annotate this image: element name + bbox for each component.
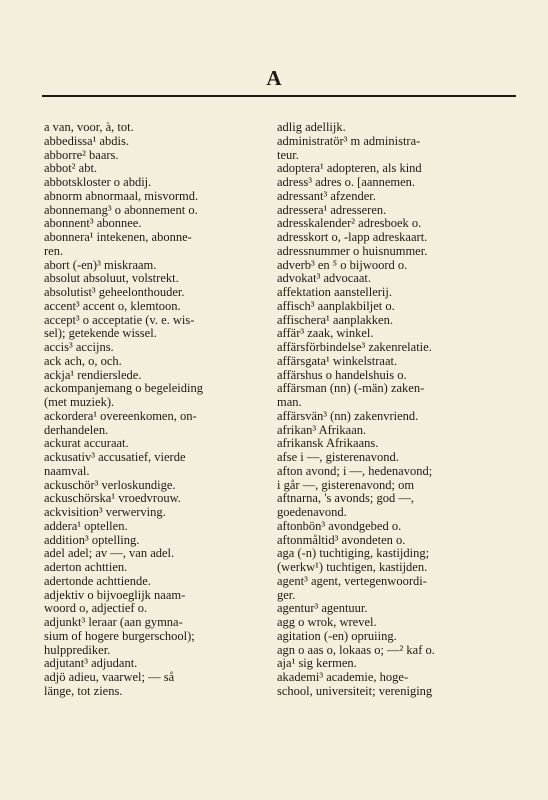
dictionary-line: affischera¹ aanplakken. [277, 312, 393, 327]
dictionary-line: abborre² baars. [44, 147, 119, 162]
dictionary-line: accent³ accent o, klemtoon. [44, 298, 181, 313]
dictionary-line: aga (-n) tuchtiging, kastijding; [277, 546, 430, 561]
dictionary-line: adressera¹ adresseren. [277, 202, 387, 217]
dictionary-line: accis³ accijns. [44, 340, 114, 354]
dictionary-line: abort (-en)³ miskraam. [44, 257, 157, 272]
dictionary-line: naamval. [44, 463, 90, 478]
dictionary-line: ackordera¹ overeenkomen, on- [44, 408, 197, 423]
dictionary-line: affär³ zaak, winkel. [277, 326, 374, 341]
dictionary-line: accept³ o acceptatie (v. e. wis- [44, 312, 195, 327]
dictionary-line: ackvisition³ verwerving. [44, 505, 166, 519]
dictionary-line: ack ach, o, och. [44, 353, 122, 368]
dictionary-line: absolutist³ geheelonthouder. [44, 285, 185, 299]
dictionary-line: affisch³ aanplakbiljet o. [277, 298, 395, 313]
dictionary-line: adel adel; av —, van adel. [44, 546, 175, 561]
dictionary-line: affektation aanstellerij. [277, 285, 392, 299]
dictionary-line: woord o, adjectief o. [44, 601, 148, 616]
dictionary-line: adoptera¹ adopteren, als kind [277, 161, 422, 176]
dictionary-line: abonnent³ abonnee. [44, 216, 142, 231]
dictionary-line: hulpprediker. [44, 642, 111, 657]
dictionary-line: aftonmåltid³ avondeten o. [277, 532, 406, 547]
left-column [44, 121, 259, 699]
dictionary-line: aja¹ sig kermen. [277, 656, 357, 671]
dictionary-line: agg o wrok, wrevel. [277, 615, 377, 629]
section-letter-heading: A [266, 66, 282, 90]
right-column [277, 121, 501, 699]
dictionary-line: affärshus o handelshuis o. [277, 367, 407, 382]
dictionary-line: (werkw¹) tuchtigen, kastijden. [277, 560, 428, 574]
dictionary-line: ren. [44, 243, 64, 258]
dictionary-line: adjutant³ adjudant. [44, 656, 138, 671]
dictionary-line: affärsförbindelse³ zakenrelatie. [277, 340, 432, 354]
dictionary-line: akademi³ academie, hoge- [277, 670, 409, 684]
dictionary-line: man. [277, 395, 302, 409]
dictionary-line: agentur³ agentuur. [277, 601, 368, 616]
header-rule [42, 95, 516, 97]
dictionary-line: advokat³ advocaat. [277, 271, 371, 286]
dictionary-line: abnorm abnormaal, misvormd. [44, 188, 199, 203]
dictionary-line: adresskalender² adresboek o. [277, 216, 422, 231]
dictionary-line: ackuschör³ verloskundige. [44, 477, 176, 492]
dictionary-line: aftnarna, 's avonds; god —, [277, 491, 414, 506]
dictionary-line: adjö adieu, vaarwel; — så [44, 670, 175, 684]
dictionary-line: ger. [277, 587, 296, 602]
dictionary-line: afrikan³ Afrikaan. [277, 422, 367, 437]
dictionary-line: goedenavond. [277, 505, 347, 519]
dictionary-line: adjektiv o bijvoeglijk naam- [44, 587, 186, 602]
dictionary-line: abonnemang³ o abonnement o. [44, 202, 198, 217]
dictionary-line: affärsman (nn) (-män) zaken- [277, 381, 425, 396]
dictionary-line: adlig adellijk. [277, 120, 346, 134]
dictionary-line: länge, tot ziens. [44, 683, 123, 698]
dictionary-line: aderton achttien. [44, 560, 128, 574]
dictionary-line: agent³ agent, vertegenwoordi- [277, 573, 427, 588]
dictionary-line: addition³ optelling. [44, 532, 140, 547]
dictionary-line: ackurat accuraat. [44, 436, 129, 451]
dictionary-line: agitation (-en) opruiing. [277, 628, 397, 643]
dictionary-line: abonnera¹ intekenen, abonne- [44, 230, 192, 244]
dictionary-line: adressant³ afzender. [277, 188, 376, 203]
dictionary-line: ackuschörska¹ vroedvrouw. [44, 491, 181, 506]
dictionary-line: sium of hogere burgerschool); [44, 628, 195, 643]
dictionary-line: i går —, gisterenavond; om [277, 477, 415, 492]
dictionary-line: teur. [277, 147, 299, 162]
dictionary-line: adresskort o, -lapp adreskaart. [277, 230, 428, 244]
dictionary-line: affärsvän³ (nn) zakenvriend. [277, 408, 419, 423]
dictionary-line: (met muziek). [44, 395, 115, 409]
dictionary-line: adverb³ en ⁵ o bijwoord o. [277, 257, 408, 272]
dictionary-line: afse i —, gisterenavond. [277, 450, 399, 464]
dictionary-line: adjunkt³ leraar (aan gymna- [44, 615, 183, 629]
dictionary-line: adress³ adres o. [aannemen. [277, 175, 416, 189]
dictionary-line: afrikansk Afrikaans. [277, 436, 379, 451]
dictionary-line: affärsgata¹ winkelstraat. [277, 353, 398, 368]
dictionary-line: a van, voor, à, tot. [44, 120, 134, 134]
dictionary-line: derhandelen. [44, 422, 109, 437]
dictionary-line: ackja¹ rendierslede. [44, 367, 142, 382]
dictionary-line: adressnummer o huisnummer. [277, 243, 428, 258]
dictionary-line: ackusativ³ accusatief, vierde [44, 450, 186, 464]
dictionary-line: school, universiteit; vereniging [277, 683, 433, 698]
dictionary-line: agn o aas o, lokaas o; —² kaf o. [277, 642, 435, 657]
dictionary-line: administratör³ m administra- [277, 133, 421, 148]
dictionary-line: aftonbön³ avondgebed o. [277, 518, 402, 533]
dictionary-line: absolut absoluut, volstrekt. [44, 271, 179, 286]
dictionary-line: abbotskloster o abdij. [44, 175, 152, 189]
dictionary-line: addera¹ optellen. [44, 518, 128, 533]
dictionary-line: afton avond; i —, hedenavond; [277, 463, 433, 478]
dictionary-line: abbedissa¹ abdis. [44, 133, 129, 148]
dictionary-line: sel); getekende wissel. [44, 326, 157, 341]
dictionary-line: ackompanjemang o begeleiding [44, 381, 203, 396]
dictionary-line: abbot² abt. [44, 161, 98, 176]
dictionary-line: adertonde achttiende. [44, 573, 151, 588]
